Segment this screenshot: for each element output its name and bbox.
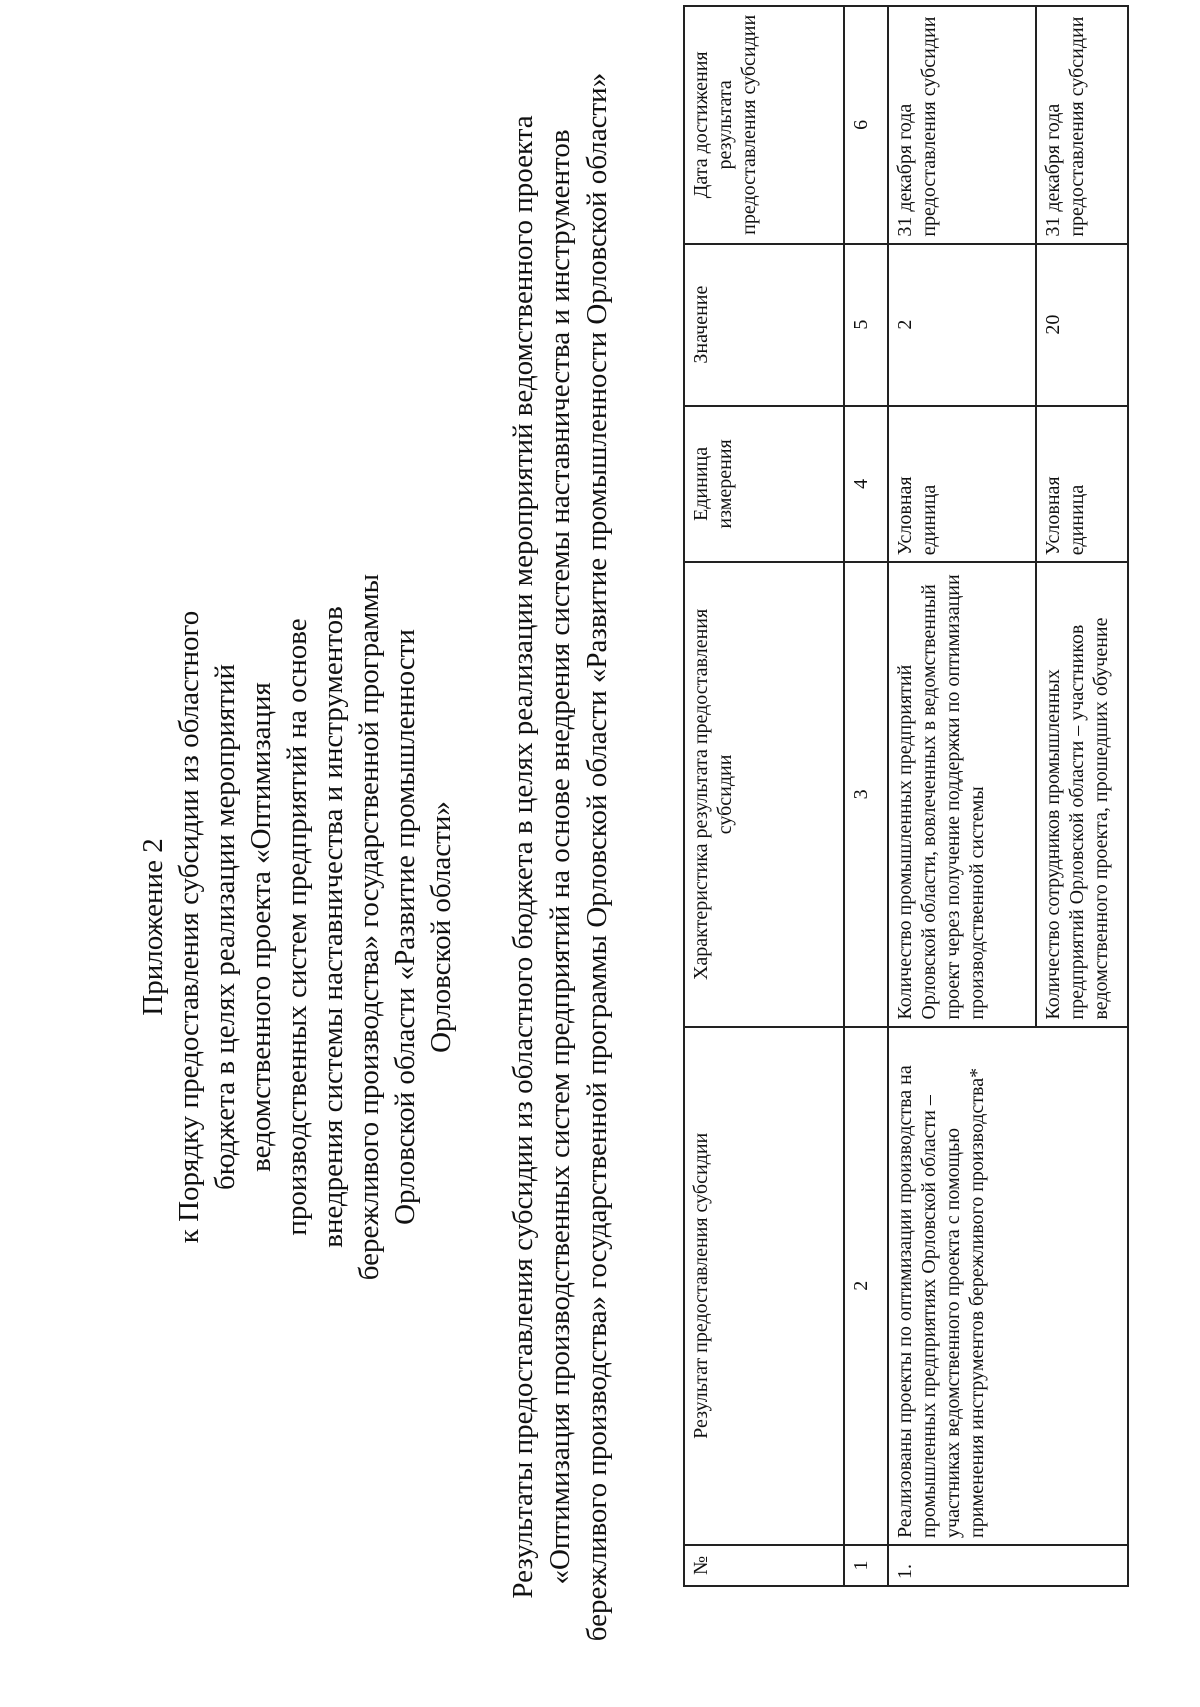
row-characteristic: Количество промышленных предприятий Орловской области, вовлеченных в ведомственный проект через получение поддержки по оптимизации производственной системы <box>888 562 1036 1026</box>
header-characteristic: Характеристика результата предоставления субсидии <box>684 562 844 1026</box>
row-number: 1. <box>888 1545 1128 1586</box>
header-value: Значение <box>684 244 844 406</box>
column-number: 1 <box>844 1545 888 1586</box>
appendix-text: к Порядку предоставления субсидии из областного бюджета в целях реализации мероприятий ведомственного проекта «Оптимизация производственных систем предприятий на основе внедрения системы наставничества и инструментов бережливого производства» государственной программы Орловской области «Развитие промышленности Орловской области» <box>173 573 457 1281</box>
column-number: 6 <box>844 6 888 244</box>
row-result: Реализованы проекты по оптимизации производства на промышленных предприятиях Орловской области – участниках ведомственного проекта с помощью применения инструментов бережливого производства* <box>888 1027 1128 1545</box>
row-value: 20 <box>1036 244 1128 406</box>
header-date: Дата достижения результата предоставления субсидии <box>684 6 844 244</box>
appendix-heading: Приложение 2 <box>137 838 169 1016</box>
column-number: 2 <box>844 1027 888 1545</box>
row-unit: Условная единица <box>888 406 1036 563</box>
column-number-row <box>844 6 888 1586</box>
results-table <box>683 5 1129 1587</box>
header-number: № <box>684 1545 844 1586</box>
header-unit: Единица измерения <box>684 406 844 563</box>
table-header-row <box>684 6 844 1586</box>
row-date: 31 декабря года предоставления субсидии <box>1036 6 1128 244</box>
row-characteristic: Количество сотрудников промышленных предприятий Орловской области – участников ведомственного проекта, прошедших обучение <box>1036 562 1128 1026</box>
column-number: 5 <box>844 244 888 406</box>
appendix-block <box>135 567 459 1287</box>
row-date: 31 декабря года предоставления субсидии <box>888 6 1036 244</box>
row-value: 2 <box>888 244 1036 406</box>
document-title: Результаты предоставления субсидии из областного бюджета в целях реализации мероприятий ведомственного проекта «Оптимизация производственных систем предприятий на основе внедрения системы наставничества и инструментов бережливого производства» государственной программы Орловской области «Развитие промышленности Орловской области» <box>507 72 613 1642</box>
column-number: 3 <box>844 562 888 1026</box>
column-number: 4 <box>844 406 888 563</box>
table-row <box>888 6 1036 1586</box>
row-unit: Условная единица <box>1036 406 1128 563</box>
header-result: Результат предоставления субсидии <box>684 1027 844 1545</box>
